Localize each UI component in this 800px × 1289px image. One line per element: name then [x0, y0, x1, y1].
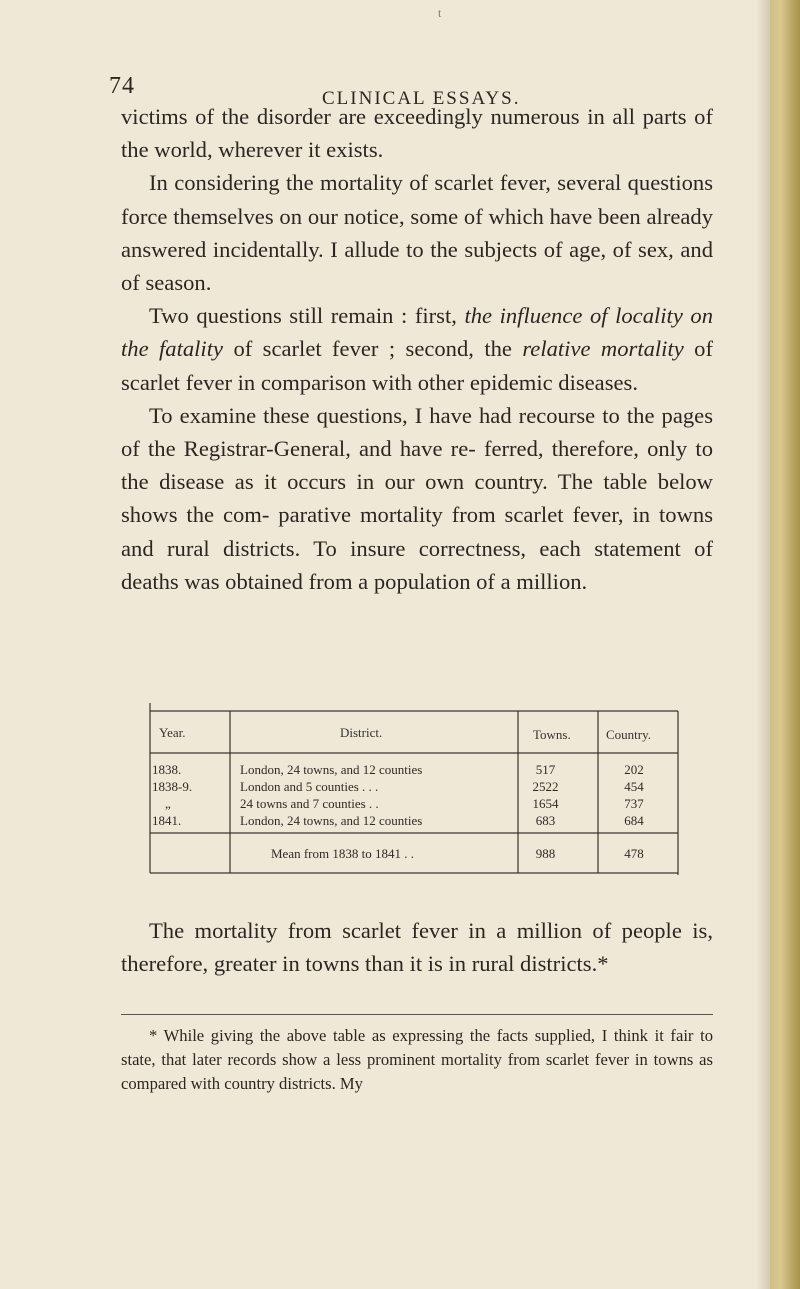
italic-phrase-locality: the influence of locality on the fatality	[121, 303, 713, 362]
book-binding-edge	[770, 0, 800, 1289]
row-3-country: 737	[624, 796, 644, 811]
row-4-district: London, 24 towns, and 12 counties	[240, 813, 423, 828]
page-number: 74	[109, 73, 135, 99]
header-country: Country.	[606, 727, 652, 742]
footnote-text: * While giving the above table as expressing the facts supplied, I think it fair to state, that later records show a less prominent mortality from scarlet fever in towns as compared with country districts. My	[121, 1026, 713, 1093]
row-1-district: London, 24 towns, and 12 counties	[240, 762, 423, 777]
paragraph-tail: of scarlet fever in comparison with other epidemic diseases.	[121, 336, 713, 395]
paragraph-examine: To examine these questions, I have had recourse to the pages of the Registrar-General, and have re- ferred, therefore, only to the disease as it occurs in our own country. The table below shows the com- parative mortality from scarlet fever, in towns and rural districts. To insure correctness, each statement of deaths was obtained from a population of a million.	[121, 402, 713, 594]
mean-label: Mean from 1838 to 1841 . .	[271, 846, 414, 861]
row-3-year: „	[165, 796, 171, 811]
mortality-table	[145, 703, 682, 875]
paragraph-considering: In considering the mortality of scarlet fever, several questions force themselves on our notice, some of which have been already answered incidentally. I allude to the subjects of age, of sex, and of season.	[121, 170, 713, 296]
header-towns: Towns.	[533, 727, 571, 742]
running-head: CLINICAL ESSAYS.	[322, 88, 521, 109]
row-4-country: 684	[624, 813, 644, 828]
closing-text: The mortality from scarlet fever in a million of people is, therefore, greater in towns than it is in rural districts.*	[121, 918, 713, 976]
row-4-towns: 683	[535, 813, 556, 828]
paragraph-two-questions	[121, 299, 713, 399]
top-mark: t	[438, 6, 442, 20]
footnote	[121, 1024, 713, 1096]
row-2-towns: 2522	[532, 779, 559, 794]
paragraph-continuation: victims of the disorder are exceedingly numerous in all parts of the world, wherever it exists.	[121, 104, 713, 163]
body-text	[121, 100, 713, 598]
footnote-rule	[121, 1014, 713, 1015]
closing-paragraph	[121, 914, 713, 980]
row-3-district: 24 towns and 7 counties . .	[240, 796, 379, 811]
mean-country: 478	[624, 846, 644, 861]
row-4-year: 1841.	[152, 813, 182, 828]
italic-phrase-relative-mortality: relative mortality	[522, 336, 684, 362]
row-1-year: 1838.	[152, 762, 182, 777]
paragraph-middle: of scarlet fever ; second, the	[223, 336, 523, 362]
header-district: District.	[340, 725, 383, 740]
paragraph-lead: Two questions still remain : first,	[149, 303, 465, 329]
row-3-towns: 1654	[532, 796, 559, 811]
row-1-towns: 517	[535, 762, 556, 777]
row-2-district: London and 5 counties . . .	[240, 779, 379, 794]
binding-shadow	[756, 0, 770, 1289]
row-1-country: 202	[624, 762, 644, 777]
header-year: Year.	[159, 725, 186, 740]
row-2-year: 1838-9.	[152, 779, 193, 794]
row-2-country: 454	[624, 779, 644, 794]
mean-towns: 988	[535, 846, 556, 861]
